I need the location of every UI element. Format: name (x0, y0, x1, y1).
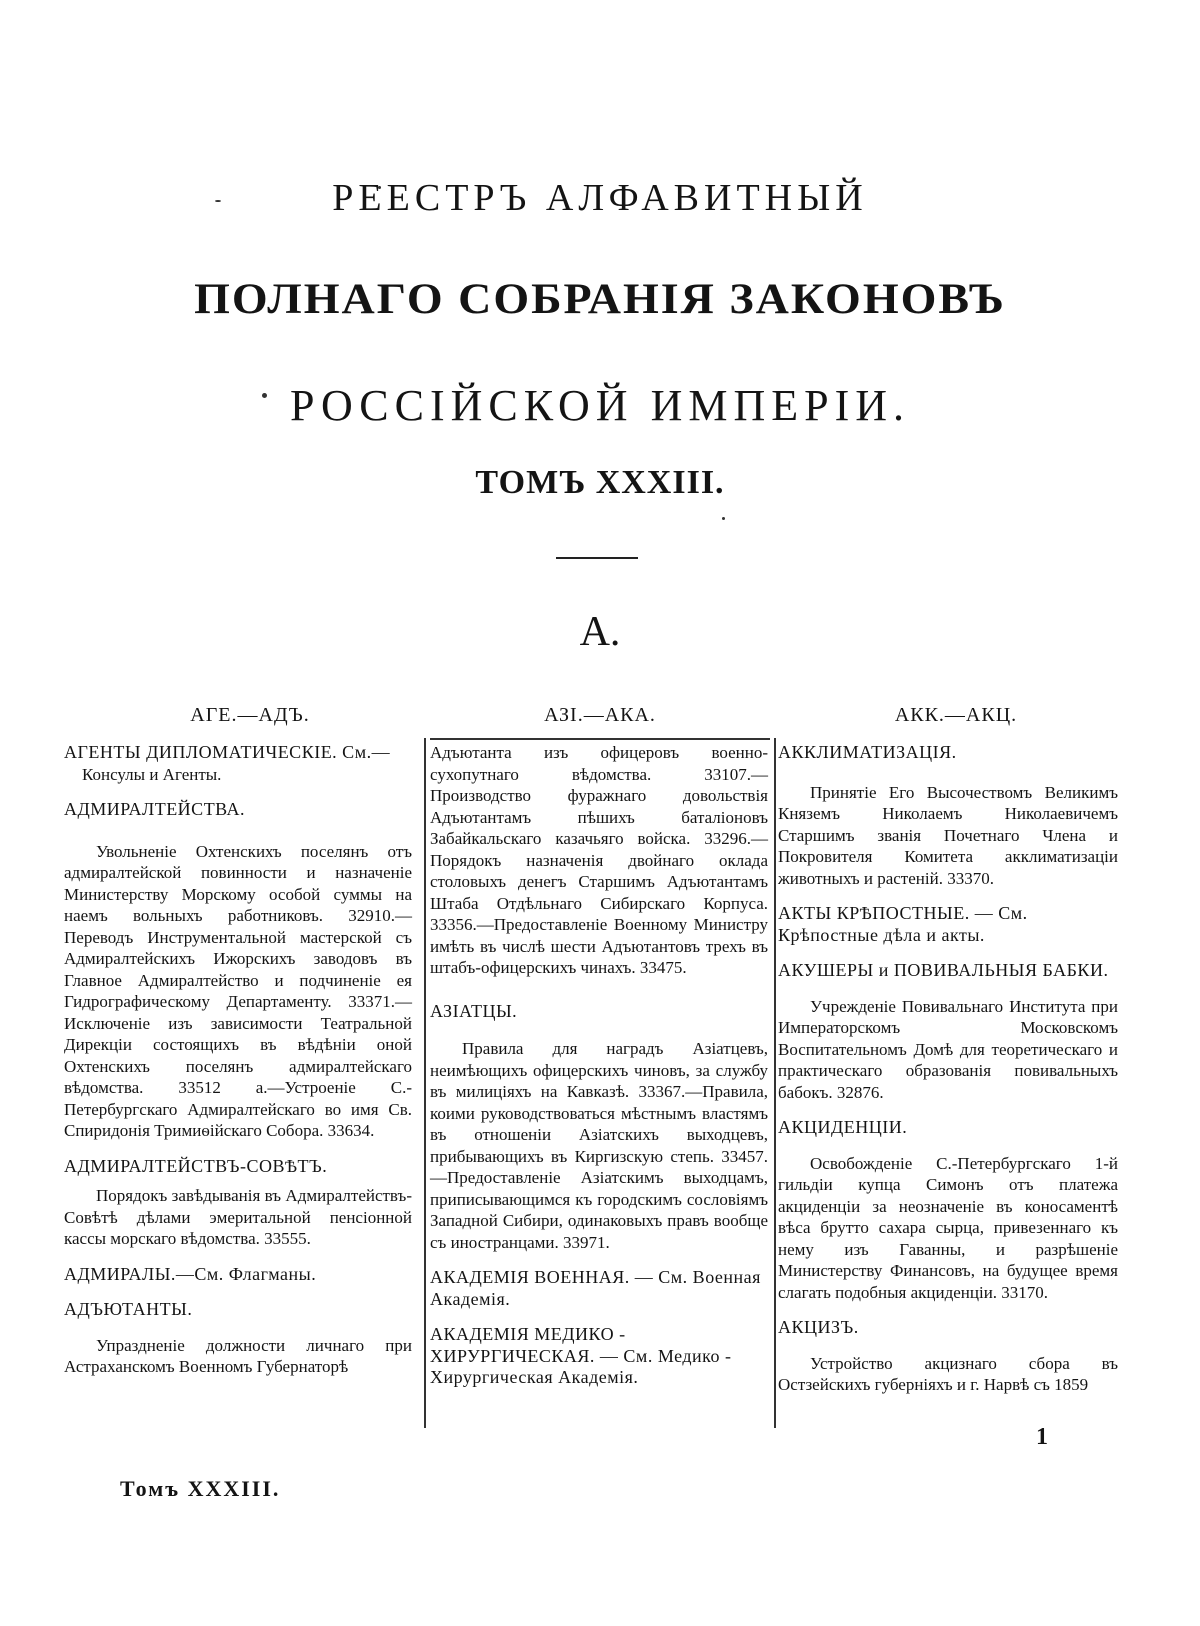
entry-heading: АКАДЕМІЯ МЕДИКО - ХИРУРГИЧЕСКАЯ. — См. Медико - Хирургическая Академія. (430, 1324, 732, 1387)
entry-text: Консулы и Агенты. (82, 764, 222, 784)
volume-title: ТОМЪ XXXIII. (475, 464, 725, 501)
entry-heading: АКАДЕМІЯ ВОЕННАЯ. — См. Военная Академія. (430, 1267, 761, 1309)
entry-text: Адъютанта изъ офицеровъ военно-сухопутнаго вѣдомства. 33107.—Производство фуражнаго довольствія Адъютантамъ пѣшихъ баталіоновъ Забайкальскаго казачьяго войска. 33296.—Порядокъ назначенія двойнаго оклада столовыхъ денегъ Старшимъ Адъютантамъ Штаба Отдѣльнаго Сибирскаго Корпуса. 33356.—Предоставленіе Военному Министру имѣть въ числѣ шести Адъютантовъ трехъ въ штабъ-офицерскихъ чинахъ. 33475. (430, 743, 768, 977)
index-column-2 (430, 742, 768, 1389)
column-divider-right (774, 738, 776, 1428)
column-divider-left (424, 738, 426, 1428)
entry-text: Упраздненіе должности личнаго при Астраханскомъ Военномъ Губернаторѣ (64, 1335, 412, 1376)
entry-text: Устройство акцизнаго сбора въ Остзейскихъ губерніяхъ и г. Нарвѣ съ 1859 (778, 1353, 1118, 1394)
entry-heading: АДМИРАЛТЕЙСТВА. (64, 799, 246, 819)
entry-text: Учрежденіе Повивальнаго Института при Императорскомъ Московскомъ Воспитательномъ Домѣ для теоретическаго и практическаго образованія повивальныхъ бабокъ. 32876. (778, 996, 1118, 1102)
entry-text: Порядокъ завѣдыванія въ Адмиралтействъ-Совѣтѣ дѣлами эмеритальной пенсіонной кассы морскаго вѣдомства. 33555. (64, 1186, 412, 1248)
column-head-2: АЗІ.—АКА. (544, 704, 656, 726)
title-line-2: ПОЛНАГО СОБРАНІЯ ЗАКОНОВЪ (194, 274, 1006, 323)
title-divider (556, 557, 638, 559)
entry-heading: АКТЫ КРѢПОСТНЫЕ. — См. Крѣпостные дѣла и акты. (778, 903, 1028, 945)
entry-heading: АКУШЕРЫ и ПОВИВАЛЬНЫЯ БАБКИ. (778, 960, 1109, 980)
entry-heading: АКЦИЗЪ. (778, 1317, 859, 1337)
column-head-1: АГЕ.—АДЪ. (190, 704, 310, 726)
entry-heading: АККЛИМАТИЗАЦІЯ. (778, 742, 957, 762)
entry-heading: АДЪЮТАНТЫ. (64, 1299, 193, 1319)
index-column-3 (778, 742, 1118, 1396)
entry-heading: АКЦИДЕНЦІИ. (778, 1117, 908, 1137)
title-line-1: РЕЕСТРЪ АЛФАВИТНЫЙ (332, 177, 868, 219)
entry-text: Правила для наградъ Азіатцевъ, неимѣющихъ офицерскихъ чиновъ, за службу въ милиціяхъ на Кавказѣ. 33367.—Правила, коими руководствоваться мѣстнымъ властямъ въ отношеніи Азіатскихъ выходцевъ, прибывающихъ въ Киргизскую степь. 33457.—Предоставленіе Азіатскимъ выходцамъ, приписывающимся къ городскимъ сословіямъ Западной Сибири, одинаковыхъ правъ вообще съ иностранцами. 33971. (430, 1039, 768, 1252)
section-letter: А. (579, 609, 621, 655)
entry-heading: АГЕНТЫ ДИПЛОМАТИЧЕСКІЕ. См.— (64, 742, 391, 762)
entry-heading: АДМИРАЛЫ.—См. Флагманы. (64, 1263, 317, 1284)
entry-heading: АЗІАТЦЫ. (430, 1000, 518, 1021)
entry-text: Принятіе Его Высочествомъ Великимъ Княземъ Николаемъ Николаевичемъ Старшимъ званія Почетнаго Члена и Покровителя Комитета акклиматизаціи животныхъ и растеній. 33370. (778, 782, 1118, 888)
print-speck (722, 517, 725, 520)
title-line-3: РОССІЙСКОЙ ИМПЕРІИ. (289, 381, 911, 430)
column-top-rule (430, 738, 770, 740)
entry-heading: АДМИРАЛТЕЙСТВЪ-СОВѢТЪ. (64, 1155, 328, 1176)
footer-volume: Томъ XXXIII. (120, 1476, 281, 1501)
entry-text: Освобожденіе С.-Петербургскаго 1-й гильдіи купца Симонъ отъ платежа акциденціи за неозначеніе въ коносаментѣ вѣса брутто сахара сырца, привезеннаго къ нему изъ Гаванны, и разрѣшеніе Министерству Финансовъ, на будущее время слагать подобныя акциденціи. 33170. (778, 1153, 1118, 1302)
index-column-1 (64, 742, 412, 1378)
page-number: 1 (1036, 1424, 1048, 1450)
entry-text: Увольненіе Охтенскихъ поселянъ отъ адмиралтейской повинности и назначеніе Министерству Морскому особой суммы на наемъ вольныхъ работниковъ. 32910.—Переводъ Инструментальной мастерской съ Адмиралтейскихъ Ижорскихъ заводовъ въ Главное Адмиралтейство и подчиненіе ея Гидрографическому Департаменту. 33371.—Исключеніе изъ зависимости Театральной Дирекціи состоящихъ въ вѣдѣніи оной Охтенскихъ поселянъ адмиралтейскаго вѣдомства. 33512 а.—Устроеніе С.-Петербургскаго Адмиралтейскаго во имя Св. Спиридонія Тримиѳійскаго Собора. 33634. (64, 841, 412, 1140)
column-head-3: АКК.—АКЦ. (894, 704, 1018, 726)
